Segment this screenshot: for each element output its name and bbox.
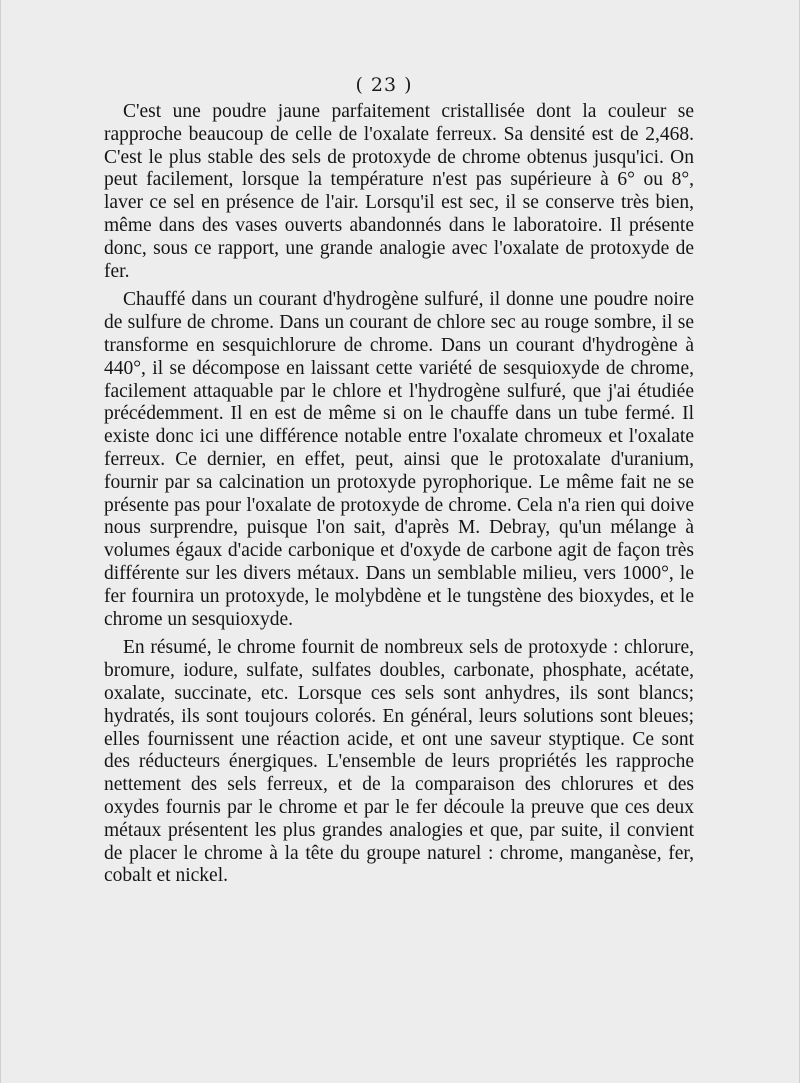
body-text (104, 101, 694, 888)
paragraph-summary: En résumé, le chrome fournit de nombreux sels de protoxyde : chlorure, bromure, iodure, sulfate, sulfates doubles, carbonate, phosphate, acétate, oxalate, succinate, etc. Lorsque ces sels sont anhydres, ils sont blancs; hydratés, ils sont toujours colorés. En général, leurs solutions sont bleues; elles fournissent une réaction acide, et ont une saveur styptique. Ce sont des réducteurs énergiques. L'ensemble de leurs propriétés les rapproche nettement des sels ferreux, et de la comparaison des chlorures et des oxydes fournis par le chrome et par le fer découle la preuve que ces deux métaux présentent les plus grandes analogies et que, par suite, il convient de placer le chrome à la tête du groupe naturel : chrome, manganèse, fer, cobalt et nickel. (104, 637, 694, 887)
paragraph-oxalate-properties: C'est une poudre jaune parfaitement cristallisée dont la couleur se rapproche beaucoup de celle de l'oxalate ferreux. Sa densité est de 2,468. C'est le plus stable des sels de protoxyde de chrome obtenus jusqu'ici. On peut facilement, lorsque la température n'est pas supérieure à 6° ou 8°, laver ce sel en présence de l'air. Lorsqu'il est sec, il se conserve très bien, même dans des vases ouverts abandonnés dans le laboratoire. Il présente donc, sous ce rapport, une grande analogie avec l'oxalate de protoxyde de fer. (104, 101, 694, 282)
page-number: ( 23 ) (355, 74, 413, 96)
paragraph-heating-behavior: Chauffé dans un courant d'hydrogène sulfuré, il donne une poudre noire de sulfure de chrome. Dans un courant de chlore sec au rouge sombre, il se transforme en sesquichlorure de chrome. Dans un courant d'hydrogène à 440°, il se décompose en laissant cette variété de sesquioxyde de chrome, facilement attaquable par le chlore et l'hydrogène sulfuré, que j'ai étudiée précédemment. Il en est de même si on le chauffe dans un tube fermé. Il existe donc ici une différence notable entre l'oxalate chromeux et l'oxalate ferreux. Ce dernier, en effet, peut, ainsi que le protoxalate d'uranium, fournir par sa calcination un protoxyde pyrophorique. Le même fait ne se présente pas pour l'oxalate de protoxyde de chrome. Cela n'a rien qui doive nous surprendre, puisque l'on sait, d'après M. Debray, qu'un mélange à volumes égaux d'acide carbonique et d'oxyde de carbone agit de façon très différente sur les divers métaux. Dans un semblable milieu, vers 1000°, le fer fournira un protoxyde, le molybdène et le tungstène des bioxydes, et le chrome un sesquioxyde. (104, 289, 694, 630)
